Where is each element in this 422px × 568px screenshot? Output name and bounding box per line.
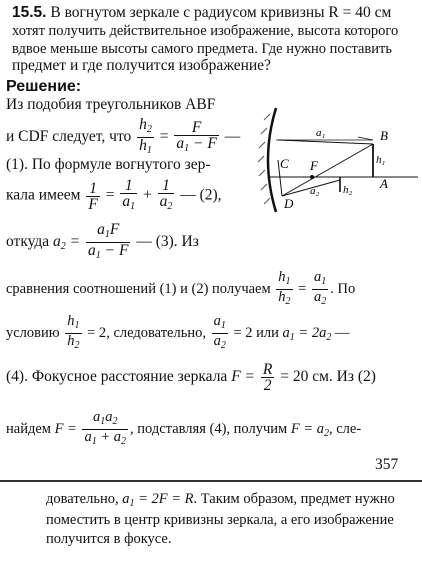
label-d: D [284, 196, 294, 211]
fraction-1-a2: $\frac{1}{a_2}$ [159, 177, 173, 212]
problem-line-2: хотят получить действительное изображение, высота которого [12, 23, 399, 39]
fraction-h1-h2-cond: $\frac{h_1}{h_2}$ [67, 313, 80, 351]
problem-line-3: вдвое меньше высоты самого предмета. Где нужно поставить [12, 41, 392, 57]
label-a1: a₁ [316, 127, 326, 139]
solution-line-3: (1). По формуле вогнутого зер- [6, 156, 211, 173]
dash: — [224, 128, 241, 146]
continuation-line-2: поместить в центр кривизны зеркала, а его изображение [46, 512, 394, 528]
solution-line-8 [6, 362, 376, 393]
eq-3: — (3). Из [136, 233, 199, 251]
text-substituting: , подставляя (4), получим [130, 420, 288, 437]
text-conseq: , сле- [328, 420, 362, 437]
solution-heading: Решение: [6, 78, 82, 95]
fraction-r-2: $\frac{R}{2}$ [262, 361, 273, 394]
problem-text-1: В вогнутом зеркале с радиусом кривизны R = 40 см [50, 4, 392, 21]
formula-a2: $a_2$ = [53, 233, 81, 253]
problem-line-1 [12, 4, 391, 22]
label-h1: h₁ [376, 154, 386, 166]
text-comparison: сравнения соотношений (1) и (2) получаем [6, 280, 271, 297]
label-b: B [380, 128, 388, 143]
text-therefore: , следовательно, [106, 324, 206, 341]
text-find: найдем [6, 420, 51, 437]
optics-diagram [240, 100, 420, 220]
solution-line-5 [6, 222, 199, 263]
solution-line-9 [6, 410, 361, 449]
formula-a1-2a2: $a_1 = 2a_2$ [282, 324, 332, 343]
fraction-a1-a2-cond: $\frac{a_1}{a_2}$ [213, 313, 226, 351]
text-consequently: довательно, [46, 491, 119, 507]
fraction-f-a1f: $\frac{F}{a_1 - F}$ [176, 118, 217, 154]
page-number: 357 [375, 456, 399, 473]
text-or: или [256, 324, 279, 341]
fraction-a1f: $\frac{a_1F}{a_1 - F}$ [88, 221, 129, 261]
dash-4: — [334, 324, 350, 341]
solution-line-6: сравнения соотношений (1) и (2) получаем $\frac{h_1}{h_2}$ = $\frac{a_1}{a_2}$ . По [6, 269, 356, 307]
fraction-1-a1: $\frac{1}{a_1}$ [122, 177, 136, 212]
label-f: F [310, 158, 318, 173]
formula-f-value: = 20 см [280, 368, 329, 386]
fraction-h2-h1: $\frac{h_2}{h_1}$ [139, 116, 152, 156]
text-condition: условию [6, 324, 60, 341]
label-a2: a₂ [310, 185, 320, 197]
solution-line-4: кала имеем $\frac{1}{F}$ = $\frac{1}{a_1}$ + $\frac{1}{a_2}$ — (2), [6, 177, 222, 213]
text-from-2: . Из (2) [328, 368, 376, 386]
ray-2 [282, 144, 373, 196]
continuation-line-1 [46, 490, 395, 513]
text-whence: откуда [6, 233, 50, 251]
eq-2: — (2), [180, 186, 222, 204]
fraction-1-f: $\frac{1}{F}$ [88, 179, 98, 213]
formula-f2: F = [54, 420, 77, 437]
formula-f: F = [231, 368, 256, 386]
mirror-arc [268, 108, 276, 212]
fraction-a1a2: $\frac{a_1a_2}{a_1 + a_2}$ [84, 409, 127, 447]
focus-point [310, 175, 314, 179]
fraction-a1-a2: $\frac{a_1}{a_2}$ [313, 269, 327, 307]
solution-line-2: и CDF следует, что $\frac{h_2}{h_1}$ = $\frac{F}{a_1 - F}$ — [6, 116, 241, 156]
label-h2: h₂ [343, 184, 353, 196]
label-c: C [280, 156, 289, 171]
label-a: A [380, 176, 388, 191]
text-focal-length: (4). Фокусное расстояние зеркала [6, 368, 228, 386]
text-mirror-formula: кала имеем [6, 186, 81, 204]
solution-line-1: Из подобия треугольников ABF [6, 96, 216, 113]
page-separator [0, 480, 422, 482]
continuation-line-3: получится в фокусе. [46, 531, 172, 547]
text-similar: и CDF следует, что [6, 128, 132, 146]
text-thus: . Таким образом, предмет нужно [193, 491, 395, 507]
fraction-h1-h2: $\frac{h_1}{h_2}$ [278, 269, 291, 307]
problem-number: 15.5. [12, 4, 47, 21]
solution-line-7: условию $\frac{h_1}{h_2}$ = 2, следовательно, $\frac{a_1}{a_2}$ = 2 или $a_1 = 2a_2$ — [6, 313, 350, 351]
formula-f-a2: $F = a_2$ [290, 420, 329, 439]
problem-line-4: предмет и где получится изображение? [12, 57, 271, 74]
text-by: . По [330, 280, 356, 297]
formula-a1-2f-r: $a_1 = 2F = R$ [122, 491, 194, 509]
ray-1 [278, 140, 373, 144]
